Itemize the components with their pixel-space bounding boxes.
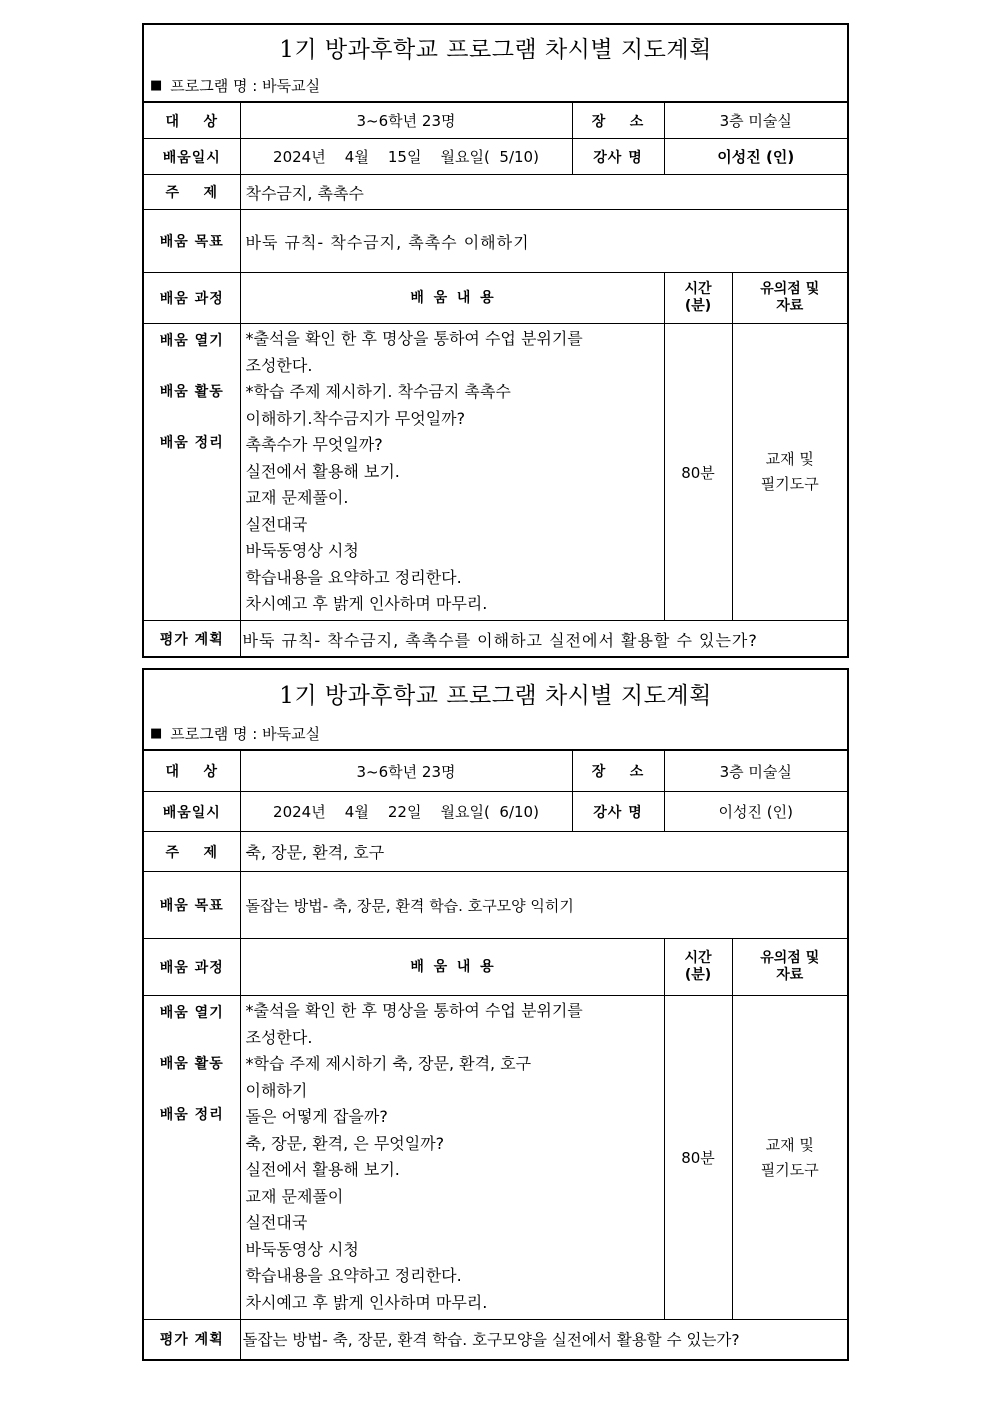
content-header: 배 움 내 용 <box>240 939 664 996</box>
content-line: 차시예고 후 밝게 인사하며 마무리. <box>245 594 488 613</box>
content-line: 바둑동영상 시청 <box>245 541 359 560</box>
stage-item: 배움 활동 <box>159 1056 224 1072</box>
time-header-line: 시간 <box>684 281 712 297</box>
plan-table <box>144 750 847 1359</box>
content-line: 축, 장문, 환격, 은 무엇일까? <box>245 1133 445 1153</box>
content-line: 조성한다. <box>245 1027 313 1047</box>
square-bullet-icon: ■ <box>150 77 163 93</box>
lesson-plan-1 <box>142 23 849 658</box>
goal-label: 배움 목표 <box>144 210 240 273</box>
content-line: *출석을 확인 한 후 명상을 통하여 수업 분위기를 <box>245 329 583 348</box>
date-value: 2024년 4월 22일 월요일( 6/10) <box>240 792 572 832</box>
content-line: 실전에서 활용해 보기. <box>245 1160 400 1179</box>
content-line: 실전대국 <box>245 514 308 534</box>
place-label: 장 소 <box>572 103 664 139</box>
eval-value: 바둑 규칙- 착수금지, 촉촉수를 이해하고 실전에서 활용할 수 있는가? <box>240 621 847 658</box>
program-name: 프로그램 명 : 바둑교실 <box>170 724 321 743</box>
goal-value: 바둑 규칙- 착수금지, 촉촉수 이해하기 <box>240 210 847 273</box>
place-value: 3층 미술실 <box>664 103 847 139</box>
time-header-line: (분) <box>684 298 712 314</box>
content-line: 조성한다. <box>245 355 313 375</box>
plan-title: 1기 방과후학교 프로그램 차시별 지도계획 <box>279 683 712 709</box>
content-line: 실전에서 활용해 보기. <box>245 461 400 481</box>
content-line: 차시예고 후 밝게 인사하며 마무리. <box>245 1292 488 1312</box>
notes-header-line: 자료 <box>776 967 804 983</box>
content-line: 교재 문제풀이. <box>245 488 349 507</box>
stage-list <box>144 996 240 1320</box>
time-header <box>664 273 732 324</box>
process-label: 배움 과정 <box>144 939 240 996</box>
target-value: 3~6학년 23명 <box>240 103 572 139</box>
topic-value: 축, 장문, 환격, 호구 <box>240 832 847 872</box>
content-line: 이해하기.착수금지가 무엇일까? <box>245 408 466 428</box>
notes-line: 교재 및 <box>765 450 814 468</box>
content-line: *학습 주제 제시하기. 착수금지 촉촉수 <box>245 382 511 401</box>
plan-title: 1기 방과후학교 프로그램 차시별 지도계획 <box>279 36 712 63</box>
time-header-line: 시간 <box>684 950 712 966</box>
teacher-value: 이성진 (인) <box>664 792 847 832</box>
date-label: 배움일시 <box>144 792 240 832</box>
lesson-plan-2 <box>142 668 849 1361</box>
stage-item: 배움 열기 <box>159 333 224 349</box>
notes-header <box>732 273 847 324</box>
content-line: *학습 주제 제시하기 축, 장문, 환격, 호구 <box>245 1054 532 1073</box>
content-line: *출석을 확인 한 후 명상을 통하여 수업 분위기를 <box>245 1001 583 1020</box>
notes-header-line: 자료 <box>776 298 804 314</box>
notes-line: 필기도구 <box>760 1160 819 1179</box>
plan-table <box>144 102 847 658</box>
eval-value: 돌잡는 방법- 축, 장문, 환격 학습. 호구모양을 실전에서 활용할 수 있는가? <box>240 1320 847 1359</box>
goal-value: 돌잡는 방법- 축, 장문, 환격 학습. 호구모양 익히기 <box>240 872 847 939</box>
topic-value: 착수금지, 촉촉수 <box>240 175 847 210</box>
program-line <box>144 69 847 102</box>
content-line: 교재 문제풀이 <box>245 1186 344 1206</box>
time-header-line: (분) <box>684 967 712 983</box>
stage-item: 배움 열기 <box>159 1005 224 1021</box>
teacher-value: 이성진 (인) <box>664 139 847 175</box>
content-line: 돌은 어떻게 잡을까? <box>245 1107 388 1126</box>
stage-item: 배움 활동 <box>159 384 224 400</box>
topic-label: 주 제 <box>144 832 240 872</box>
content-line: 바둑동영상 시청 <box>245 1239 359 1259</box>
target-label: 대 상 <box>144 103 240 139</box>
lesson-content <box>240 996 664 1320</box>
teacher-label: 강사 명 <box>572 139 664 175</box>
notes-header-line: 유의점 및 <box>760 950 820 966</box>
content-line: 실전대국 <box>245 1213 308 1232</box>
eval-label: 평가 계획 <box>144 1320 240 1359</box>
target-value: 3~6학년 23명 <box>240 751 572 792</box>
notes-header <box>732 939 847 996</box>
square-bullet-icon: ■ <box>150 725 163 741</box>
date-label: 배움일시 <box>144 139 240 175</box>
date-value: 2024년 4월 15일 월요일( 5/10) <box>240 139 572 175</box>
place-label: 장 소 <box>572 751 664 792</box>
notes-header-line: 유의점 및 <box>760 281 820 297</box>
stage-list <box>144 324 240 621</box>
teacher-label: 강사 명 <box>572 792 664 832</box>
content-line: 학습내용을 요약하고 정리한다. <box>245 567 462 587</box>
notes-value <box>732 324 847 621</box>
content-line: 학습내용을 요약하고 정리한다. <box>245 1266 462 1285</box>
content-header: 배 움 내 용 <box>240 273 664 324</box>
eval-label: 평가 계획 <box>144 621 240 658</box>
program-line <box>144 717 847 750</box>
lesson-content <box>240 324 664 621</box>
notes-line: 필기도구 <box>760 475 819 493</box>
goal-label: 배움 목표 <box>144 872 240 939</box>
time-value: 80분 <box>664 324 732 621</box>
process-label: 배움 과정 <box>144 273 240 324</box>
time-header <box>664 939 732 996</box>
stage-item: 배움 정리 <box>159 435 224 451</box>
place-value: 3층 미술실 <box>664 751 847 792</box>
program-name: 프로그램 명 : 바둑교실 <box>170 76 321 95</box>
notes-line: 교재 및 <box>765 1135 814 1154</box>
notes-value <box>732 996 847 1320</box>
content-line: 촉촉수가 무엇일까? <box>245 435 383 454</box>
time-value: 80분 <box>664 996 732 1320</box>
target-label: 대 상 <box>144 751 240 792</box>
stage-item: 배움 정리 <box>159 1107 224 1123</box>
content-line: 이해하기 <box>245 1080 308 1100</box>
topic-label: 주 제 <box>144 175 240 210</box>
